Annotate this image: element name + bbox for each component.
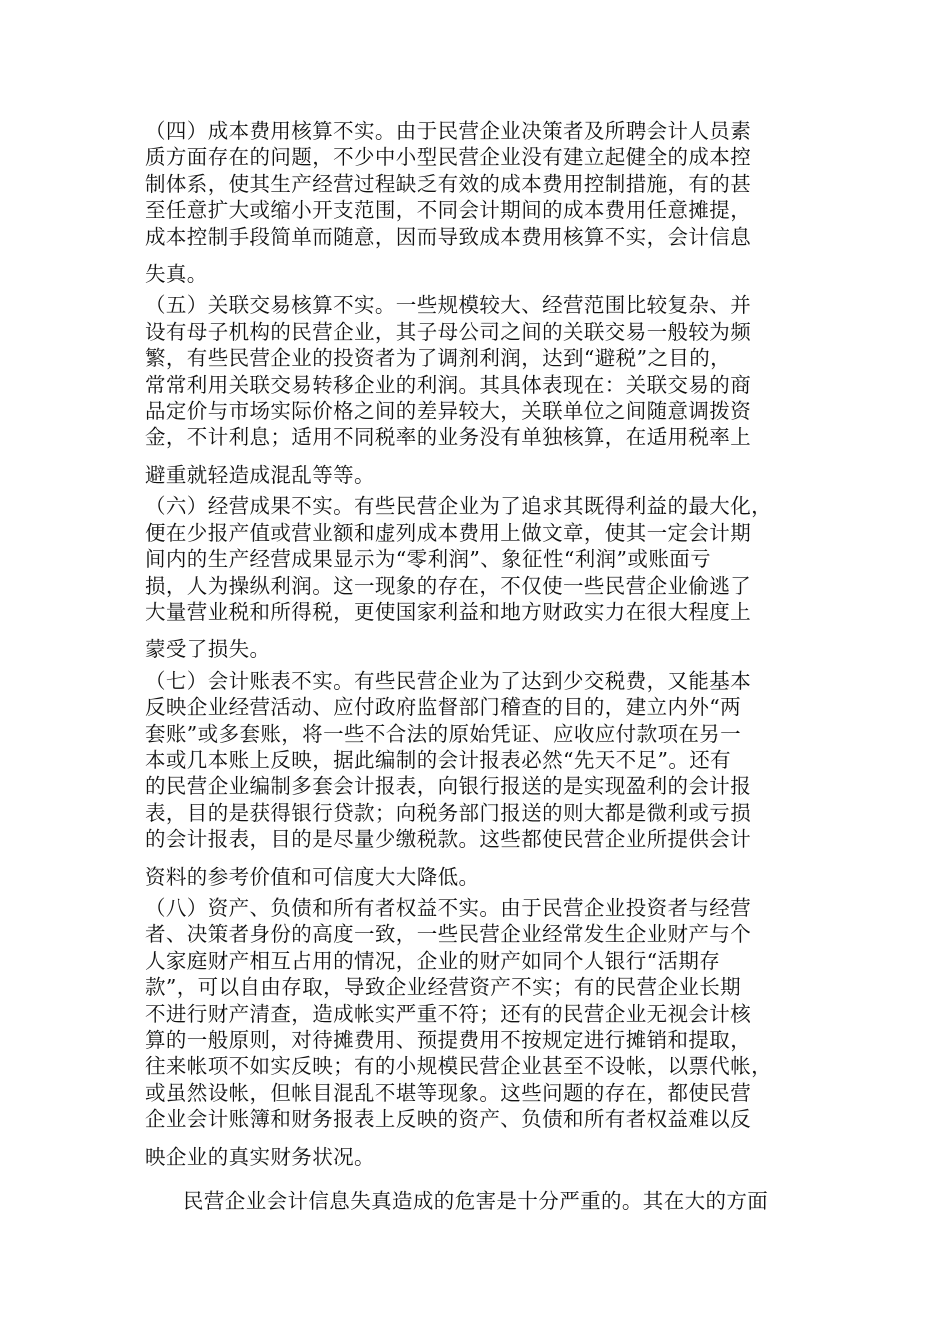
paragraph-body [145,118,815,250]
closing-paragraph: 民营企业会计信息失真造成的危害是十分严重的。其在大的方面 [183,1189,769,1214]
text-line: 至任意扩大或缩小开支范围，不同会计期间的成本费用任意摊提， [145,198,752,223]
text-line: （五）关联交易核算不实。一些规模较大、经营范围比较复杂、并 [145,293,752,318]
text-line: 本或几本账上反映，据此编制的会计报表必然“先天不足”。还有 [145,747,732,772]
paragraph-body [145,895,815,1133]
text-line: 人家庭财产相互占用的情况，企业的财产如同个人银行“活期存 [145,948,721,973]
text-line: 不进行财产清查，造成帐实严重不符；还有的民营企业无视会计核 [145,1001,752,1026]
text-line: 往来帐项不如实反映；有的小规模民营企业甚至不设帐，以票代帐， [145,1054,772,1079]
text-line: 反映企业经营活动、应付政府监督部门稽查的目的，建立内外“两 [145,695,742,720]
paragraph-body [145,493,815,625]
text-line: 制体系，使其生产经营过程缺乏有效的成本费用控制措施，有的甚 [145,171,752,196]
text-line: 设有母子机构的民营企业，其子母公司之间的关联交易一般较为频 [145,319,752,344]
paragraph-body [145,292,815,450]
text-line: （八）资产、负债和所有者权益不实。由于民营企业投资者与经营 [145,895,752,920]
document-page [145,118,815,1214]
text-line: 者、决策者身份的高度一致，一些民营企业经常发生企业财产与个 [145,922,752,947]
paragraph-last-line: 蒙受了损失。 [145,637,271,662]
text-line: （四）成本费用核算不实。由于民营企业决策者及所聘会计人员素 [145,119,752,143]
paragraph-last-line: 映企业的真实财务状况。 [145,1144,375,1169]
text-line: 品定价与市场实际价格之间的差异较大，关联单位之间随意调拨资 [145,399,752,424]
text-line: 款”，可以自由存取，导致企业经营资产不实；有的民营企业长期 [145,975,742,1000]
paragraph-last-line: 资料的参考价值和可信度大大降低。 [145,864,480,889]
text-line: 算的一般原则，对待摊费用、预提费用不按规定进行摊销和提取， [145,1028,752,1052]
paragraph-last-line: 避重就轻造成混乱等等。 [145,462,375,487]
paragraph-cost-accounting [145,118,815,287]
text-line: 损，人为操纵利润。这一现象的存在，不仅使一些民营企业偷逃了 [145,573,752,598]
text-line: 便在少报产值或营业额和虚列成本费用上做文章，使其一定会计期 [145,520,752,545]
paragraph-body [145,668,815,853]
text-line: 套账”或多套账，将一些不合法的原始凭证、应收应付款项在另一 [145,721,742,746]
text-line: 的会计报表，目的是尽量少缴税款。这些都使民营企业所提供会计 [145,827,752,852]
paragraph-accounting-books [145,668,815,890]
paragraph-operating-results [145,493,815,662]
text-line: 表，目的是获得银行贷款；向税务部门报送的则大都是微利或亏损 [145,800,752,825]
paragraph-last-line: 失真。 [145,262,208,287]
text-line: 的民营企业编制多套会计报表，向银行报送的是实现盈利的会计报 [145,774,752,799]
text-line: 金，不计利息；适用不同税率的业务没有单独核算，在适用税率上 [145,425,752,450]
text-line: （六）经营成果不实。有些民营企业为了追求其既得利益的最大化， [145,494,772,519]
text-line: 或虽然设帐，但帐目混乱不堪等现象。这些问题的存在，都使民营 [145,1080,752,1105]
text-line: 企业会计账簿和财务报表上反映的资产、负债和所有者权益难以反 [145,1107,752,1132]
paragraph-related-transactions [145,292,815,488]
text-line: 间内的生产经营成果显示为“零利润”、象征性“利润”或账面亏 [145,547,712,572]
text-line: 成本控制手段简单而随意，因而导致成本费用核算不实，会计信息 [145,224,752,249]
text-line: （七）会计账表不实。有些民营企业为了达到少交税费，又能基本 [145,668,752,693]
text-line: 常常利用关联交易转移企业的利润。其具体表现在：关联交易的商 [145,372,752,397]
text-line: 繁，有些民营企业的投资者为了调剂利润，达到“避税”之目的， [145,346,732,371]
text-line: 质方面存在的问题，不少中小型民营企业没有建立起健全的成本控 [145,145,752,170]
paragraph-assets-liabilities [145,895,815,1170]
text-line: 大量营业税和所得税，更使国家利益和地方财政实力在很大程度上 [145,599,752,624]
